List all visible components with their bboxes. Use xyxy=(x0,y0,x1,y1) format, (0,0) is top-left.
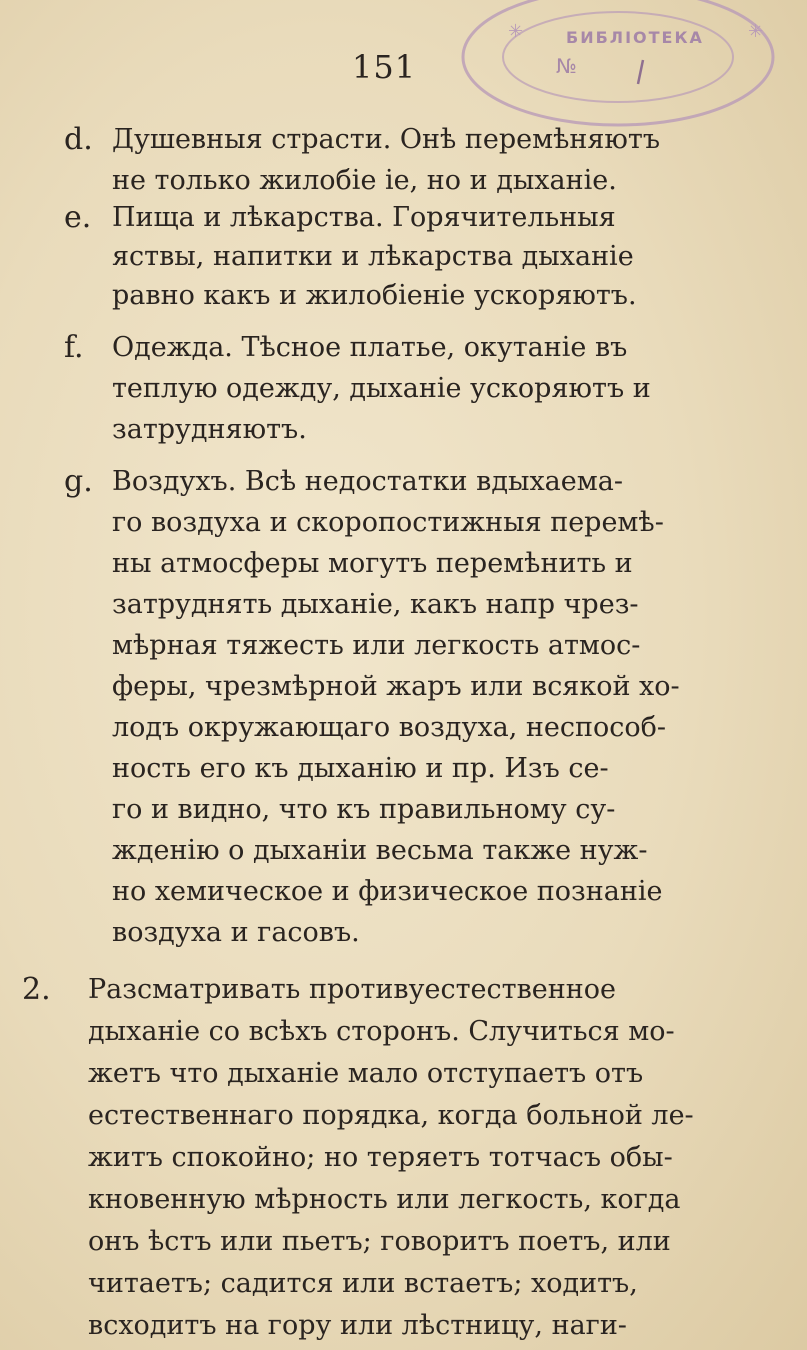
text-line: воздуха и гасовъ. xyxy=(112,917,360,948)
text-line: затруднять дыханіе, какъ напр чрез- xyxy=(112,589,639,620)
text-line: ность его къ дыханію и пр. Изъ се- xyxy=(112,753,609,784)
text-line: естественнаго порядка, когда больной ле- xyxy=(88,1100,694,1131)
text-line: го воздуха и скоропостижныя перемѣ- xyxy=(112,507,664,538)
text-line: Разсматривать противуестественное xyxy=(88,974,616,1005)
text-line: Пища и лѣкарства. Горячительныя xyxy=(112,202,616,233)
text-line: Одежда. Тѣсное платье, окутаніе въ xyxy=(112,332,628,363)
library-stamp xyxy=(448,0,778,132)
stamp-library-label: БИБЛІОТЕКА xyxy=(566,28,704,47)
text-line: лодъ окружающаго воздуха, неспособ- xyxy=(112,712,667,743)
text-line: читаетъ; садится или встаетъ; ходитъ, xyxy=(88,1268,638,1299)
text-line: Душевныя страсти. Онѣ перемѣняютъ xyxy=(112,124,661,155)
text-line: жетъ что дыханіе мало отступаетъ отъ xyxy=(88,1058,644,1089)
text-line: кновенную мѣрность или легкость, когда xyxy=(88,1184,681,1215)
item-marker-g: g. xyxy=(64,464,93,499)
text-line: Воздухъ. Всѣ недостатки вдыхаема- xyxy=(112,466,623,497)
text-line: затрудняютъ. xyxy=(112,414,307,445)
text-line: жденію о дыханіи весьма также нуж- xyxy=(112,835,648,866)
text-line: не только жилобіе іе, но и дыханіе. xyxy=(112,165,617,196)
text-line: но хемическое и физическое познаніе xyxy=(112,876,663,907)
text-line: теплую одежду, дыханіе ускоряютъ и xyxy=(112,373,651,404)
text-line: равно какъ и жилобіеніе ускоряютъ. xyxy=(112,280,637,311)
stamp-number-label: № xyxy=(556,54,577,78)
text-line: мѣрная тяжесть или легкость атмос- xyxy=(112,630,641,661)
text-line: феры, чрезмѣрной жаръ или всякой хо- xyxy=(112,671,680,702)
text-line: яствы, напитки и лѣкарства дыханіе xyxy=(112,241,634,272)
text-line: житъ спокойно; но теряетъ тотчасъ обы- xyxy=(88,1142,673,1173)
text-line: го и видно, что къ правильному су- xyxy=(112,794,616,825)
text-line: дыханіе со всѣхъ сторонъ. Случиться мо- xyxy=(88,1016,675,1047)
item-marker-d: d. xyxy=(64,122,93,157)
item-marker-2: 2. xyxy=(22,972,51,1007)
text-line: всходитъ на гору или лѣстницу, наги- xyxy=(88,1310,627,1341)
item-marker-e: e. xyxy=(64,200,92,235)
text-line: онъ ѣстъ или пьетъ; говоритъ поетъ, или xyxy=(88,1226,671,1257)
item-marker-f: f. xyxy=(64,330,84,365)
page-number: 151 xyxy=(352,48,417,86)
text-line: ны атмосферы могутъ перемѣнить и xyxy=(112,548,633,579)
svg-text:✳: ✳ xyxy=(508,21,524,42)
stamp-icon xyxy=(448,0,778,132)
svg-text:✳: ✳ xyxy=(748,21,764,42)
